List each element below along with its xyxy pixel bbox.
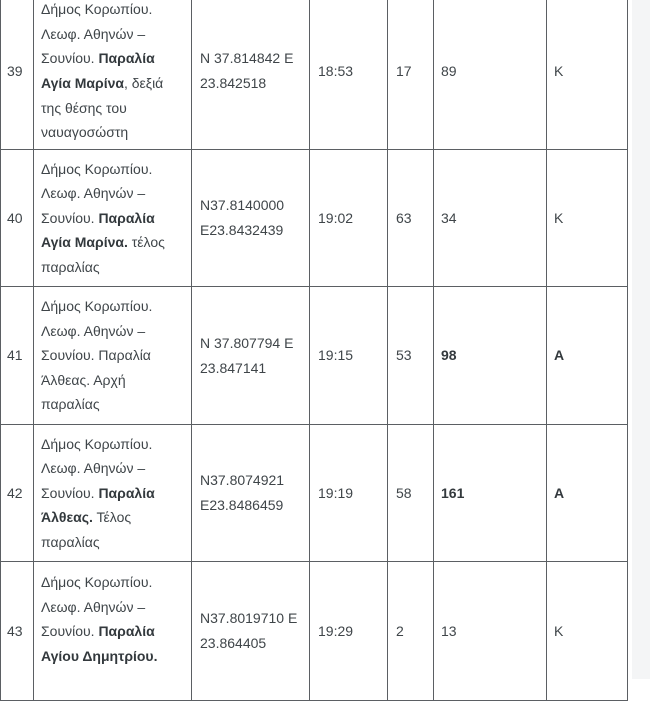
location-description: Δήμος Κορωπίου. Λεωφ. Αθηνών – Σουνίου. Παραλία Άλθεας. Τέλος παραλίας	[34, 425, 192, 562]
quality-class: Κ	[547, 150, 628, 287]
quality-class: Α	[547, 425, 628, 562]
sample-time: 18:53	[310, 0, 388, 150]
coordinates: N 37.807794 E 23.847141	[192, 287, 310, 425]
table-row	[1, 425, 628, 562]
value-col6: 13	[434, 562, 547, 701]
row-number: 43	[1, 562, 34, 701]
location-description: Δήμος Κορωπίου. Λεωφ. Αθηνών – Σουνίου. Παραλία Αγία Μαρίνα, δεξιά της θέσης του ναυαγοσώστη	[34, 0, 192, 150]
sample-time: 19:29	[310, 562, 388, 701]
quality-class: Α	[547, 287, 628, 425]
value-col6: 161	[434, 425, 547, 562]
row-number: 42	[1, 425, 34, 562]
table-row	[1, 287, 628, 425]
row-number: 39	[1, 0, 34, 150]
coordinates: N 37.814842 E 23.842518	[192, 0, 310, 150]
value-col6: 89	[434, 0, 547, 150]
value-col5: 53	[388, 287, 434, 425]
table-row	[1, 0, 628, 150]
value-col6: 98	[434, 287, 547, 425]
coordinates: N37.8074921 E23.8486459	[192, 425, 310, 562]
value-col6: 34	[434, 150, 547, 287]
table-row	[1, 562, 628, 701]
row-number: 41	[1, 287, 34, 425]
value-col5: 2	[388, 562, 434, 701]
coordinates: N37.8140000 E23.8432439	[192, 150, 310, 287]
sample-time: 19:19	[310, 425, 388, 562]
location-description: Δήμος Κορωπίου. Λεωφ. Αθηνών – Σουνίου. Παραλία Αγία Μαρίνα. τέλος παραλίας	[34, 150, 192, 287]
row-number: 40	[1, 150, 34, 287]
value-col5: 17	[388, 0, 434, 150]
quality-class: Κ	[547, 562, 628, 701]
page-right-margin	[632, 0, 650, 679]
location-description: Δήμος Κορωπίου. Λεωφ. Αθηνών – Σουνίου. Παραλία Άλθεας. Αρχή παραλίας	[34, 287, 192, 425]
value-col5: 58	[388, 425, 434, 562]
value-col5: 63	[388, 150, 434, 287]
sample-time: 19:02	[310, 150, 388, 287]
quality-class: Κ	[547, 0, 628, 150]
table-row	[1, 150, 628, 287]
sample-time: 19:15	[310, 287, 388, 425]
coordinates: N37.8019710 E 23.864405	[192, 562, 310, 701]
location-description: Δήμος Κορωπίου. Λεωφ. Αθηνών – Σουνίου. Παραλία Αγίου Δημητρίου.	[34, 562, 192, 701]
